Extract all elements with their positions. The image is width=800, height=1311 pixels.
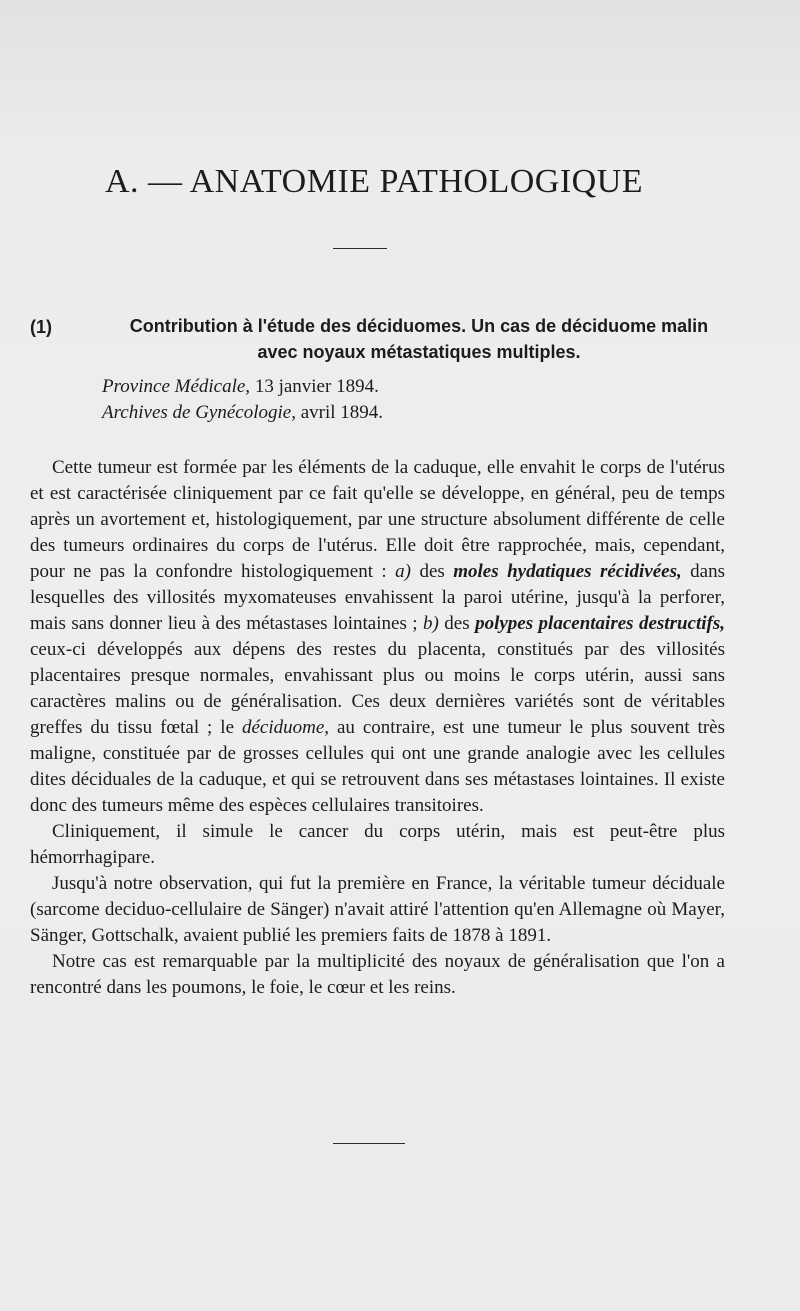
reference-line xyxy=(102,400,383,426)
text-run: au contraire, est une tumeur le plus souvent très maligne, constituée par de grosses cellules qui ont une grande analogie avec les cellules dites déciduales de la caduque, et qui se retrouvent dans ses métastases lointaines. Il existe donc des tumeurs même des espèces cellulaires transitoires. xyxy=(30,717,725,816)
list-marker: b) xyxy=(423,613,439,634)
text-run: ceux-ci développés aux dépens des restes du placenta, constitués par des villosités placentaires presque normales, envahissant plus ou moins le corps utérin, aussi sans caractères malins ou de généralisation. Ces deux dernières variétés sont de véritables greffes du tissu fœtal ; le xyxy=(30,639,725,738)
section-title: A. — ANATOMIE PATHOLOGIQUE xyxy=(104,163,644,200)
term-polypes-placentaires: polypes placentaires destructifs, xyxy=(475,613,726,634)
paragraph-description xyxy=(30,455,725,819)
title-divider xyxy=(333,248,387,249)
entry-number: (1) xyxy=(30,317,52,337)
reference-date: 13 janvier 1894. xyxy=(250,376,379,397)
entry-title: Contribution à l'étude des déciduomes. Un cas de déciduome malin avec noyaux métastatiques multiples. xyxy=(129,316,709,362)
term-deciduome: déciduome, xyxy=(241,717,330,738)
text-run: dans lesquelles des villosités myxomateuses envahissent la paroi utérine, jusqu'à la perforer, mais sans donner lieu à des métastases lointaines ; xyxy=(30,561,726,634)
reference-journal: Archives de Gynécologie, xyxy=(102,402,296,423)
text-run: des xyxy=(411,561,454,582)
publication-references xyxy=(102,374,383,426)
reference-journal: Province Médicale, xyxy=(102,376,251,397)
term-moles-hydatiques: moles hydatiques récidivées, xyxy=(453,561,682,582)
reference-line xyxy=(102,374,383,400)
text-run: Cette tumeur est formée par les éléments de la caduque, elle envahit le corps de l'utérus et est caractérisée cliniquement par ce fait qu'elle se développe, en général, peu de temps après un avortement et, histologiquement, par une structure absolument différente de celle des tumeurs ordinaires du corps de l'utérus. Elle doit être rapprochée, mais, cependant, pour ne pas la confondre histologiquement : xyxy=(30,457,725,582)
text-run: des xyxy=(438,613,476,634)
paragraph-history: Jusqu'à notre observation, qui fut la première en France, la véritable tumeur déciduale (sarcome deciduo-cellulaire de Sänger) n'avait attiré l'attention qu'en Allemagne où Mayer, Sänger, Gottschalk, avaient publié les premiers faits de 1878 à 1891. xyxy=(30,873,725,946)
body-text xyxy=(30,455,725,1001)
paragraph-case: Notre cas est remarquable par la multiplicité des noyaux de généralisation que l'on a rencontré dans les poumons, le foie, le cœur et les reins. xyxy=(30,951,725,998)
end-divider xyxy=(333,1143,405,1144)
paragraph-clinical: Cliniquement, il simule le cancer du corps utérin, mais est peut-être plus hémorrhagipare. xyxy=(30,821,725,868)
list-marker: a) xyxy=(395,561,411,582)
reference-date: avril 1894. xyxy=(295,402,384,423)
